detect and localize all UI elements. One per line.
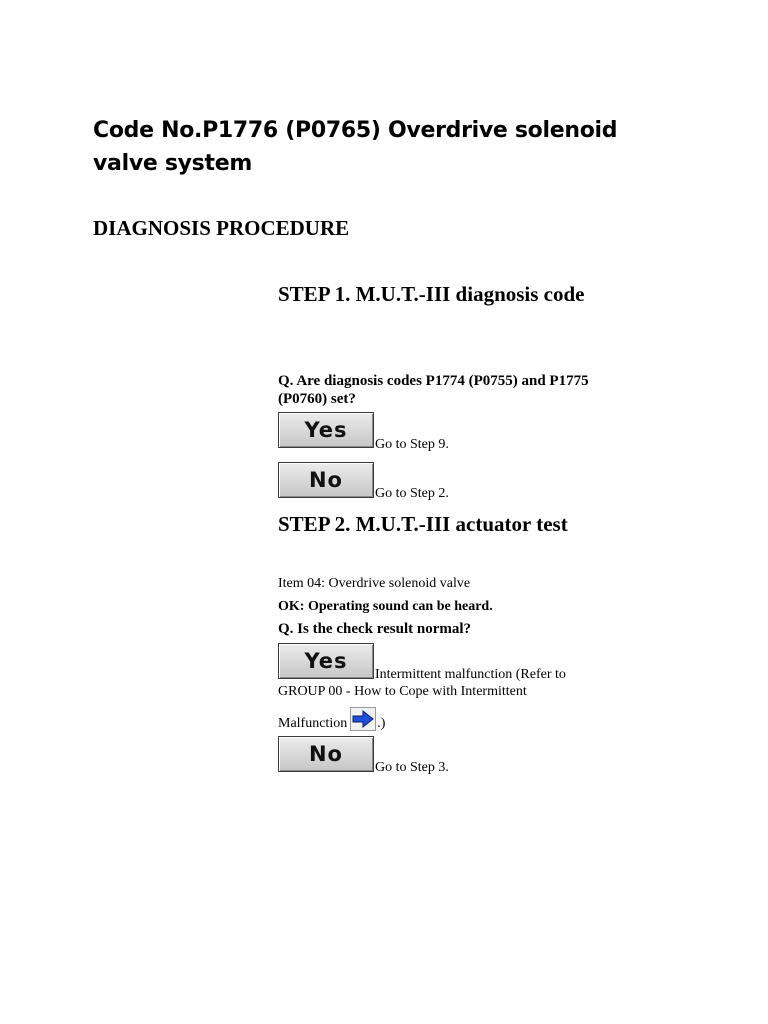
step-1-no-button[interactable]: No bbox=[278, 462, 374, 498]
step-1-yes-result: Go to Step 9. bbox=[375, 437, 449, 452]
step-2-heading: STEP 2. M.U.T.-III actuator test bbox=[278, 512, 568, 536]
diagnosis-procedure-heading: DIAGNOSIS PROCEDURE bbox=[93, 216, 350, 240]
page-title: Code No.P1776 (P0765) Overdrive solenoid valve system bbox=[93, 118, 618, 176]
step-2-yes-result-close: .) bbox=[377, 716, 386, 731]
step-2-ok-criteria: OK: Operating sound can be heard. bbox=[278, 599, 493, 614]
arrow-right-icon[interactable] bbox=[350, 707, 376, 731]
step-1-no-result: Go to Step 2. bbox=[375, 486, 449, 501]
step-2-question: Q. Is the check result normal? bbox=[278, 621, 472, 637]
step-1-yes-button[interactable]: Yes bbox=[278, 412, 374, 448]
step-1-question: Q. Are diagnosis codes P1774 (P0755) and P1775 (P0760) set? bbox=[278, 373, 589, 407]
step-2-yes-result-end bbox=[278, 707, 385, 732]
step-1-heading: STEP 1. M.U.T.-III diagnosis code bbox=[278, 282, 585, 306]
step-2-yes-result-end-text: Malfunction bbox=[278, 716, 348, 731]
step-2-yes-result: Intermittent malfunction (Refer to GROUP 00 - How to Cope with Intermittent bbox=[278, 667, 566, 699]
step-2-no-result: Go to Step 3. bbox=[375, 760, 449, 775]
step-2-yes-button[interactable]: Yes bbox=[278, 643, 374, 679]
step-2-item: Item 04: Overdrive solenoid valve bbox=[278, 576, 471, 591]
step-2-no-button[interactable]: No bbox=[278, 736, 374, 772]
